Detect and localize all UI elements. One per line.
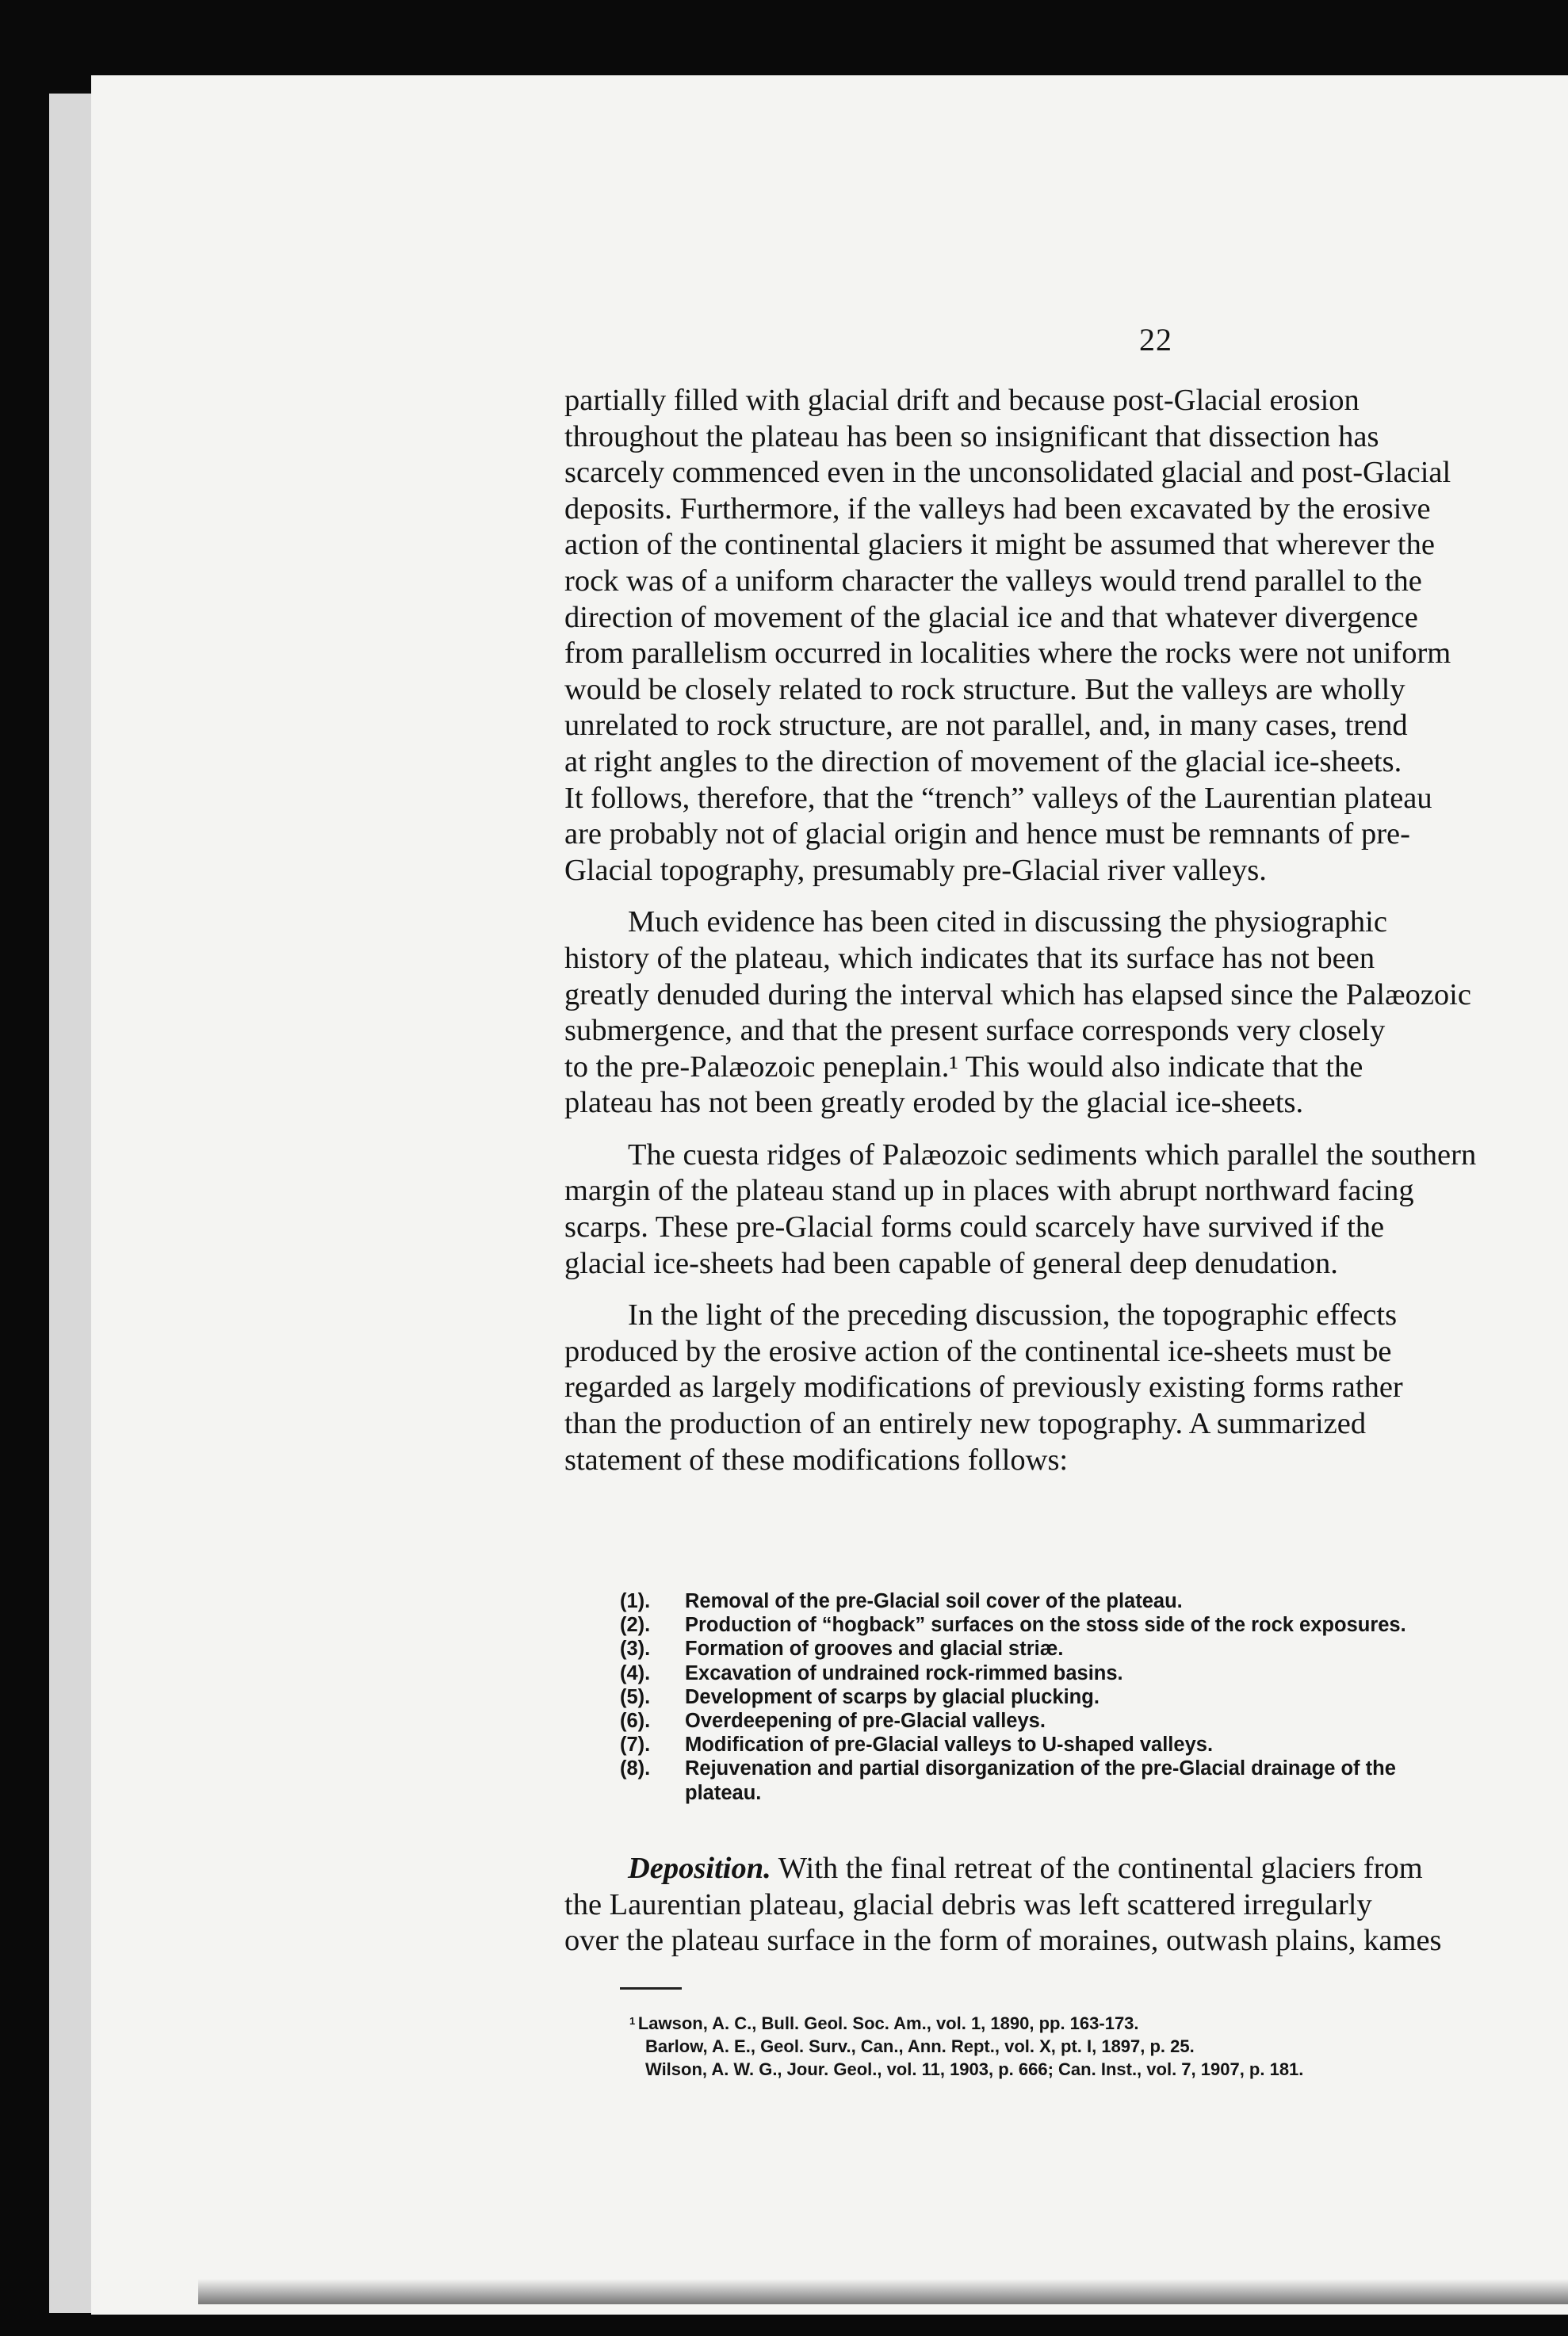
paragraph-3 [564,1137,1568,1282]
list-item-continuation: plateau. [685,1781,762,1804]
list-item-number: (4). [620,1661,651,1684]
document-page [91,75,1568,2315]
list-item-number: (2). [620,1614,651,1637]
text-line: partially filled with glacial drift and because post-Glacial erosion [564,384,1360,417]
list-item-number: (6). [620,1710,651,1733]
paragraph-4 [564,1298,1568,1478]
footnote-author: Lawson, A. C., [637,2013,762,2033]
text-line: throughout the plateau has been so insignificant that dissection has [564,419,1379,453]
text-line: Much evidence has been cited in discussing the physiographic [628,905,1387,939]
page-edge-shadow [198,2279,1568,2304]
text-line: regarded as largely modifications of previously existing forms rather [564,1371,1403,1405]
footnote-author: Wilson, A. W. G., [645,2059,787,2079]
footnote-reference: Geol. Surv., Can., Ann. Rept., vol. X, pt. I, 1897, p. 25. [760,2036,1195,2056]
list-item-number: (8). [620,1757,651,1780]
list-item-text: Modification of pre-Glacial valleys to U-shaped valleys. [685,1734,1214,1757]
footnote-rule [620,1987,682,1990]
text-line: are probably not of glacial origin and hence must be remnants of pre- [564,817,1410,851]
text-line: deposits. Furthermore, if the valleys had been excavated by the erosive [564,491,1431,526]
footnote-marker: 1 [629,2015,638,2027]
list-item [620,1661,1568,1685]
list-item [620,1685,1568,1709]
text-line: than the production of an entirely new topography. A summarized [564,1407,1367,1441]
deposition-heading: Deposition. [628,1852,771,1885]
footnote-reference: Jour. Geol., vol. 11, 1903, p. 666; Can. Inst., vol. 7, 1907, p. 181. [786,2059,1304,2079]
modifications-list [620,1589,1568,1805]
list-item-text: Formation of grooves and glacial striæ. [685,1638,1064,1661]
footnote [629,2035,1568,2058]
list-item [620,1733,1568,1757]
list-item-text: Rejuvenation and partial disorganization of the pre-Glacial drainage of the [685,1757,1396,1780]
text-line: unrelated to rock structure, are not parallel, and, in many cases, trend [564,709,1408,743]
list-item [620,1613,1568,1637]
text-line: direction of movement of the glacial ice and that whatever divergence [564,600,1418,634]
text-line: It follows, therefore, that the “trench” valleys of the Laurentian plateau [564,781,1432,815]
text-line: greatly denuded during the interval which has elapsed since the Palæozoic [564,977,1471,1011]
list-item [620,1757,1568,1780]
list-item-number: (7). [620,1734,651,1757]
text-line: In the light of the preceding discussion, the topographic effects [628,1298,1398,1332]
text-line: Glacial topography, presumably pre-Glacial river valleys. [564,853,1267,887]
footnotes [629,2009,1568,2081]
text-line: scarps. These pre-Glacial forms could scarcely have survived if the [564,1210,1385,1244]
footnote-reference: Bull. Geol. Soc. Am., vol. 1, 1890, pp. 163-173. [761,2013,1139,2033]
text-line: scarcely commenced even in the unconsolidated glacial and post-Glacial [564,456,1451,490]
text-line: history of the plateau, which indicates that its surface has not been [564,941,1375,975]
text-line: glacial ice-sheets had been capable of general deep denudation. [564,1246,1338,1280]
text-line: submergence, and that the present surface corresponds very closely [564,1014,1386,1048]
list-item-text: Development of scarps by glacial plucking. [685,1685,1100,1708]
text-line: at right angles to the direction of movement of the glacial ice-sheets. [564,744,1402,778]
list-item-text: Removal of the pre-Glacial soil cover of the plateau. [685,1590,1183,1612]
footnote-author: Barlow, A. E., [645,2036,761,2056]
list-item [620,1709,1568,1733]
list-item-number: (5). [620,1685,651,1708]
text-line: from parallelism occurred in localities where the rocks were not uniform [564,637,1451,671]
text-line: would be closely related to rock structure. But the valleys are wholly [564,672,1405,706]
deposition-lines: With the final retreat of the continental glaciers from the Laurentian plateau, glacial debris was left scattered irregularly over the plateau surface in the form of moraines, outwash plains, kames [564,1852,1442,1958]
page-number: 22 [1139,322,1172,357]
list-item-number: (3). [620,1638,651,1661]
footnote [629,2058,1568,2081]
text-line: rock was of a uniform character the valleys would trend parallel to the [564,564,1422,598]
paragraph-2 [564,904,1568,1122]
text-line: produced by the erosive action of the continental ice-sheets must be [564,1334,1392,1368]
text-line: to the pre-Palæozoic peneplain.¹ This would also indicate that the [564,1049,1363,1084]
text-line: statement of these modifications follows: [564,1443,1069,1477]
paragraph-1 [564,383,1568,889]
text-line: The cuesta ridges of Palæozoic sediments which parallel the southern [628,1137,1477,1172]
body-text [564,383,1568,1494]
list-item-text: Production of “hogback” surfaces on the stoss side of the rock exposures. [685,1614,1406,1637]
list-item [620,1589,1568,1613]
text-line: margin of the plateau stand up in places with abrupt northward facing [564,1174,1414,1208]
text-line: action of the continental glaciers it might be assumed that wherever the [564,528,1435,562]
deposition-paragraph [564,1851,1568,1959]
list-item-number: (1). [620,1590,651,1612]
list-item-text: Overdeepening of pre-Glacial valleys. [685,1710,1046,1733]
deposition-section [564,1851,1568,1959]
text-line: plateau has not been greatly eroded by the glacial ice-sheets. [564,1086,1304,1120]
list-item-text: Excavation of undrained rock-rimmed basins. [685,1661,1123,1684]
list-item [620,1637,1568,1661]
footnote [629,2009,1568,2035]
